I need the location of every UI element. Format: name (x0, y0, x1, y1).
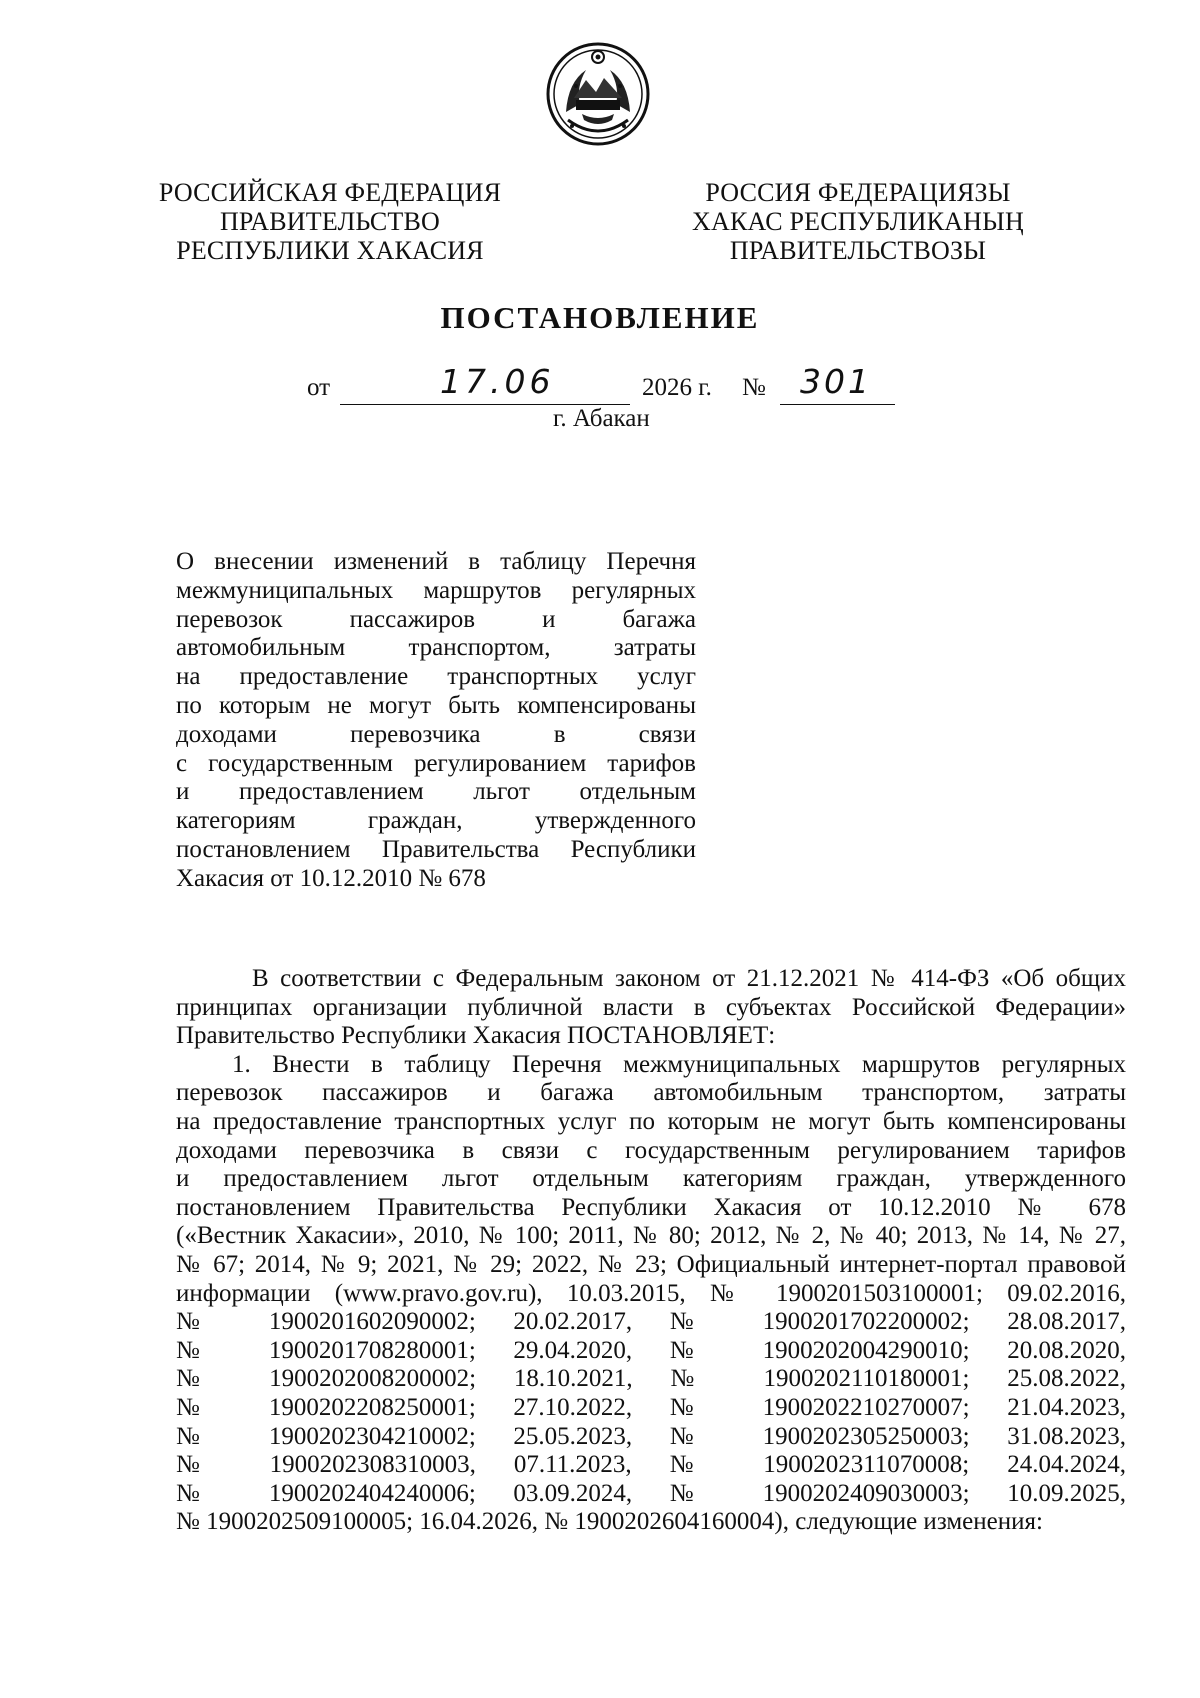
body-line: № 1900202308310003, 07.11.2023, № 1900202311070008; 24.04.2024, (176, 1451, 1126, 1479)
body-line: № 1900202008200002; 18.10.2021, № 1900202110180001; 25.08.2022, (176, 1365, 1126, 1393)
header-left-line-2: ПРАВИТЕЛЬСТВО (219, 207, 441, 236)
document-subject (176, 548, 696, 894)
number-underline (780, 404, 895, 405)
subject-line: категориям граждан, утвержденного (176, 807, 696, 835)
body-line: и предоставлением льгот отдельным категориям граждан, утвержденного (176, 1165, 1126, 1193)
body-line: («Вестник Хакасии», 2010, № 100; 2011, № 80; 2012, № 2, № 40; 2013, № 14, № 27, (176, 1222, 1126, 1250)
date-year: 2026 г. (642, 374, 712, 401)
body-line: № 1900202509100005; 16.04.2026, № 1900202604160004), следующие изменения: (176, 1508, 1043, 1536)
body-line: № 67; 2014, № 9; 2021, № 29; 2022, № 23; Официальный интернет-портал правовой (176, 1250, 1126, 1278)
header-left-line-1: РОССИЙСКАЯ ФЕДЕРАЦИЯ (158, 178, 502, 207)
body-line: на предоставление транспортных услуг по которым не могут быть компенсированы (176, 1107, 1126, 1135)
coat-of-arms-emblem (546, 42, 650, 146)
body-line: № 1900201602090002; 20.02.2017, № 1900201702200002; 28.08.2017, (176, 1308, 1126, 1336)
handwritten-number: 301 (800, 362, 872, 401)
header-left-line-3: РЕСПУБЛИКИ ХАКАСИЯ (176, 236, 484, 265)
subject-line: перевозок пассажиров и багажа (176, 605, 696, 633)
city-name: г. Абакан (553, 405, 650, 432)
body-line: 1. Внести в таблицу Перечня межмуниципальных маршрутов регулярных (232, 1050, 1126, 1078)
handwritten-date: 17.06 (440, 362, 555, 401)
body-line: № 1900202304210002; 25.05.2023, № 1900202305250003; 31.08.2023, (176, 1422, 1126, 1450)
body-line: доходами перевозчика в связи с государственным регулированием тарифов (176, 1136, 1126, 1164)
subject-line: постановлением Правительства Республики (176, 835, 696, 863)
body-line: № 1900201708280001; 29.04.2020, № 1900202004290010; 20.08.2020, (176, 1336, 1126, 1364)
header-khakas (668, 178, 1048, 265)
body-line: постановлением Правительства Республики Хакасия от 10.12.2010 № 678 (176, 1193, 1126, 1221)
body-line: № 1900202208250001; 27.10.2022, № 1900202210270007; 21.04.2023, (176, 1393, 1126, 1421)
subject-line: и предоставлением льгот отдельным (176, 778, 696, 806)
header-right-line-2: ХАКАС РЕСПУБЛИКАНЫҢ (692, 207, 1024, 236)
subject-line: межмуниципальных маршрутов регулярных (176, 576, 696, 604)
subject-line: О внесении изменений в таблицу Перечня (176, 548, 696, 575)
document-body (176, 965, 1126, 1537)
body-line: информации (www.pravo.gov.ru), 10.03.2015, № 1900201503100001; 09.02.2016, (176, 1279, 1126, 1307)
body-line: перевозок пассажиров и багажа автомобильным транспортом, затраты (176, 1079, 1126, 1107)
dateline (0, 362, 1200, 402)
body-line: принципах организации публичной власти в субъектах Российской Федерации» (176, 993, 1126, 1021)
date-prefix: от (307, 374, 331, 401)
subject-line: по которым не могут быть компенсированы (176, 691, 696, 719)
body-line: Правительство Республики Хакасия ПОСТАНОВЛЯЕТ: (176, 1022, 776, 1050)
subject-line: с государственным регулированием тарифов (176, 749, 696, 777)
header-right-line-3: ПРАВИТЕЛЬСТВОЗЫ (729, 236, 987, 265)
subject-line: доходами перевозчика в связи (176, 720, 696, 748)
subject-line: автомобильным транспортом, затраты (176, 634, 696, 662)
body-line: № 1900202404240006; 03.09.2024, № 1900202409030003; 10.09.2025, (176, 1479, 1126, 1507)
subject-line: Хакасия от 10.12.2010 № 678 (176, 864, 486, 892)
body-line: В соответствии с Федеральным законом от 21.12.2021 № 414-ФЗ «Об общих (252, 965, 1126, 992)
document-title: ПОСТАНОВЛЕНИЕ (440, 300, 760, 335)
header-russian (150, 178, 510, 265)
header-right-line-1: РОССИЯ ФЕДЕРАЦИЯЗЫ (705, 178, 1011, 207)
subject-line: на предоставление транспортных услуг (176, 663, 696, 691)
number-sign: № (742, 374, 766, 401)
